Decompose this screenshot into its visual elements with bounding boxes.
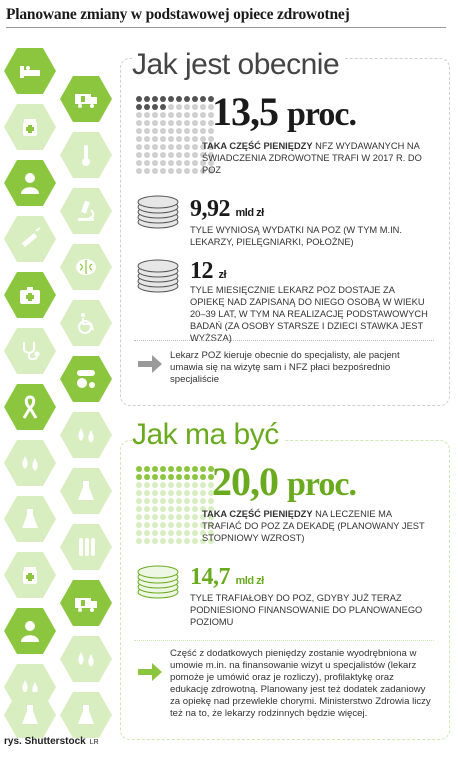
percent-dot xyxy=(200,128,206,134)
percent-dot xyxy=(136,514,142,520)
percent-dot xyxy=(152,538,158,544)
percent-dot xyxy=(160,120,166,126)
percent-dot xyxy=(192,490,198,496)
percent-dot xyxy=(192,474,198,480)
percent-dot xyxy=(192,96,198,102)
future-heading: Jak ma być xyxy=(132,418,285,452)
percent-dot xyxy=(152,514,158,520)
percent-dot xyxy=(168,466,174,472)
current-rate-unit: zł xyxy=(218,269,227,281)
percent-dot xyxy=(152,160,158,166)
percent-dot xyxy=(152,112,158,118)
percent-dot xyxy=(192,530,198,536)
percent-dot xyxy=(152,466,158,472)
percent-dot xyxy=(176,136,182,142)
future-spending-unit: mld zł xyxy=(235,575,264,587)
doctor-icon xyxy=(4,160,56,206)
percent-dot xyxy=(184,514,190,520)
percent-dot xyxy=(152,522,158,528)
future-percent-desc xyxy=(202,508,430,544)
current-percent-desc-bold: TAKA CZĘŚĆ PIENIĘDZY xyxy=(202,141,313,151)
percent-dot xyxy=(168,128,174,134)
percent-dot xyxy=(136,522,142,528)
percent-dot xyxy=(160,160,166,166)
future-spending-number: 14,7 xyxy=(190,564,230,590)
percent-dot xyxy=(144,128,150,134)
arrow-right-icon xyxy=(136,352,164,376)
percent-dot xyxy=(136,466,142,472)
percent-dot xyxy=(144,104,150,110)
current-percent-desc xyxy=(202,140,430,176)
future-note: Część z dodatkowych pieniędzy zostanie wyodrębniona w umowie m.in. na finansowanie wizyt u specjalistów (lekarz pomoże je umówić oraz je rozliczy), profilaktykę oraz edukację zdrowotną. Planowany jest też dodatek zadaniowy za opiekę nad przewlekle chorymi. Ministerstwo Zdrowia liczy też na to, że lekarzy rodzinnych będzie więcej. xyxy=(170,648,431,719)
current-rate-desc: TYLE MIESIĘCZNIE LEKARZ POZ DOSTAJE ZA OPIEKĘ NAD ZAPISANĄ DO NIEGO OSOBĄ W WIEKU 20–39 LAT, W TYM NA REALIZACJĘ PODSTAWOWYCH BADAŃ (ZA OSOBY STARSZE I DZIECI STAWKA JEST WYŻSZA) xyxy=(190,285,428,343)
percent-dot xyxy=(184,474,190,480)
percent-dot xyxy=(160,144,166,150)
percent-dot xyxy=(192,160,198,166)
percent-dot xyxy=(184,482,190,488)
percent-dot xyxy=(136,120,142,126)
percent-dot xyxy=(192,506,198,512)
percent-dot xyxy=(160,128,166,134)
percent-dot xyxy=(176,506,182,512)
percent-dot xyxy=(136,96,142,102)
percent-dot xyxy=(176,168,182,174)
percent-dot xyxy=(144,96,150,102)
percent-dot xyxy=(160,514,166,520)
percent-dot xyxy=(152,128,158,134)
percent-dot xyxy=(168,120,174,126)
percent-dot xyxy=(168,530,174,536)
percent-dot xyxy=(136,482,142,488)
percent-dot xyxy=(152,136,158,142)
percent-dot xyxy=(176,120,182,126)
percent-dot xyxy=(192,128,198,134)
percent-dot xyxy=(160,112,166,118)
syringe-icon xyxy=(4,216,56,262)
percent-dot xyxy=(160,474,166,480)
percent-dot xyxy=(160,490,166,496)
percent-dot xyxy=(192,514,198,520)
percent-dot xyxy=(152,474,158,480)
percent-dot xyxy=(136,490,142,496)
percent-dot xyxy=(200,104,206,110)
percent-dot xyxy=(176,128,182,134)
doctor-icon xyxy=(4,608,56,654)
percent-dot xyxy=(168,506,174,512)
title-divider xyxy=(6,27,446,28)
percent-dot xyxy=(168,96,174,102)
percent-dot xyxy=(168,104,174,110)
current-heading: Jak jest obecnie xyxy=(132,48,345,82)
percent-dot xyxy=(144,474,150,480)
percent-dot xyxy=(192,538,198,544)
percent-dot xyxy=(152,144,158,150)
percent-dot xyxy=(152,498,158,504)
percent-dot xyxy=(152,482,158,488)
percent-dot xyxy=(184,112,190,118)
percent-dot xyxy=(168,112,174,118)
brain-icon xyxy=(60,244,112,290)
percent-dot xyxy=(160,168,166,174)
drops-icon xyxy=(60,412,112,458)
flask-icon xyxy=(60,692,112,738)
percent-dot xyxy=(176,522,182,528)
percent-dot xyxy=(200,474,206,480)
thermo-icon xyxy=(60,132,112,178)
current-divider xyxy=(134,340,434,341)
percent-dot xyxy=(160,104,166,110)
stetho-icon xyxy=(4,328,56,374)
percent-dot xyxy=(168,160,174,166)
jar-icon xyxy=(4,552,56,598)
percent-dot xyxy=(176,144,182,150)
percent-dot xyxy=(144,538,150,544)
percent-dot xyxy=(144,120,150,126)
jar-icon xyxy=(4,104,56,150)
percent-dot xyxy=(136,104,142,110)
coins-stack-icon xyxy=(134,562,182,600)
percent-dot xyxy=(136,474,142,480)
percent-dot xyxy=(160,498,166,504)
flask-icon xyxy=(60,468,112,514)
current-percent-number: 13,5 xyxy=(212,89,278,134)
percent-dot xyxy=(200,112,206,118)
percent-dot xyxy=(184,120,190,126)
percent-dot xyxy=(136,160,142,166)
coins-stack-icon xyxy=(134,192,182,230)
percent-dot xyxy=(176,152,182,158)
percent-dot xyxy=(168,522,174,528)
drops-icon xyxy=(60,636,112,682)
percent-dot xyxy=(168,498,174,504)
percent-dot xyxy=(144,506,150,512)
percent-dot xyxy=(136,538,142,544)
percent-dot xyxy=(176,482,182,488)
percent-dot xyxy=(176,530,182,536)
percent-dot xyxy=(168,136,174,142)
percent-dot xyxy=(176,112,182,118)
percent-dot xyxy=(152,490,158,496)
current-spending-desc: TYLE WYNIOSĄ WYDATKI NA POZ (W TYM M.IN. LEKARZY, PIELĘGNIARKI, POŁOŻNE) xyxy=(190,225,402,247)
percent-dot xyxy=(136,152,142,158)
future-percent-unit: proc. xyxy=(287,466,356,503)
percent-dot xyxy=(144,152,150,158)
credit-initials: LR xyxy=(89,739,99,746)
percent-dot xyxy=(184,490,190,496)
percent-dot xyxy=(144,144,150,150)
percent-dot xyxy=(184,498,190,504)
percent-dot xyxy=(184,144,190,150)
percent-dot xyxy=(144,112,150,118)
percent-dot xyxy=(200,96,206,102)
percent-dot xyxy=(192,482,198,488)
percent-dot xyxy=(144,514,150,520)
future-percent-desc-bold: TAKA CZĘŚĆ PIENIĘDZY xyxy=(202,509,313,519)
current-note: Lekarz POZ kieruje obecnie do specjalisty, ale pacjent umawia się na wizytę sam i NFZ płaci bezpośrednio specjaliście xyxy=(170,350,400,385)
percent-dot xyxy=(176,160,182,166)
current-spending-number: 9,92 xyxy=(190,196,230,222)
percent-dot xyxy=(200,490,206,496)
percent-dot xyxy=(168,144,174,150)
percent-dot xyxy=(200,466,206,472)
wheel-icon xyxy=(60,300,112,346)
percent-dot xyxy=(192,498,198,504)
percent-dot xyxy=(184,152,190,158)
percent-dot xyxy=(168,168,174,174)
percent-dot xyxy=(160,530,166,536)
ambulance-icon xyxy=(60,580,112,626)
percent-dot xyxy=(144,530,150,536)
image-credit xyxy=(4,736,99,747)
drops-icon xyxy=(4,440,56,486)
percent-dot xyxy=(144,522,150,528)
percent-dot xyxy=(152,104,158,110)
current-percent-desc-rest: NFZ WYDAWANYCH NA ŚWIADCZENIA ZDROWOTNE TRAFI W 2017 R. DO POZ xyxy=(202,141,422,175)
bed-icon xyxy=(4,48,56,94)
percent-dot xyxy=(144,136,150,142)
percent-dot xyxy=(176,96,182,102)
percent-dot xyxy=(184,136,190,142)
percent-dot xyxy=(168,538,174,544)
percent-dot xyxy=(136,498,142,504)
future-spending-value xyxy=(190,564,264,591)
percent-dot xyxy=(160,482,166,488)
percent-dot xyxy=(192,136,198,142)
ribbon-icon xyxy=(4,384,56,430)
credit-text: rys. Shutterstock xyxy=(4,736,86,747)
percent-dot xyxy=(168,514,174,520)
percent-dot xyxy=(168,474,174,480)
future-percent-number: 20,0 xyxy=(212,459,278,504)
percent-dot xyxy=(176,490,182,496)
percent-dot xyxy=(176,498,182,504)
current-rate-number: 12 xyxy=(190,258,213,284)
current-percent-value xyxy=(212,88,356,135)
percent-dot xyxy=(160,522,166,528)
percent-dot xyxy=(136,112,142,118)
percent-dot xyxy=(192,112,198,118)
percent-dot xyxy=(136,136,142,142)
percent-dot xyxy=(176,538,182,544)
percent-dot xyxy=(136,168,142,174)
percent-dot xyxy=(136,144,142,150)
percent-dot xyxy=(184,104,190,110)
percent-dot xyxy=(160,152,166,158)
future-percent-value xyxy=(212,458,356,505)
arrow-right-icon xyxy=(136,660,164,684)
percent-dot xyxy=(160,538,166,544)
microscope-icon xyxy=(60,188,112,234)
kit-icon xyxy=(4,272,56,318)
percent-dot xyxy=(152,152,158,158)
future-divider xyxy=(134,640,434,641)
percent-dot xyxy=(144,160,150,166)
percent-dot xyxy=(168,490,174,496)
percent-dot xyxy=(168,482,174,488)
percent-dot xyxy=(176,104,182,110)
percent-dot xyxy=(176,514,182,520)
percent-dot xyxy=(152,120,158,126)
percent-dot xyxy=(152,168,158,174)
current-spending-unit: mld zł xyxy=(235,207,264,219)
percent-dot xyxy=(160,506,166,512)
percent-dot xyxy=(152,506,158,512)
percent-dot xyxy=(184,128,190,134)
future-percent-desc-rest: NA LECZENIE MA TRAFIAĆ DO POZ ZA DEKADĘ (PLANOWANY JEST STOPNIOWY WZROST) xyxy=(202,509,425,543)
percent-dot xyxy=(136,530,142,536)
current-percent-unit: proc. xyxy=(287,96,356,133)
percent-dot xyxy=(144,490,150,496)
percent-dot xyxy=(184,160,190,166)
percent-dot xyxy=(184,538,190,544)
ambulance-icon xyxy=(60,76,112,122)
percent-dot xyxy=(144,466,150,472)
percent-dot xyxy=(144,168,150,174)
percent-dot xyxy=(152,96,158,102)
percent-dot xyxy=(192,120,198,126)
tubes-icon xyxy=(60,524,112,570)
percent-dot xyxy=(176,466,182,472)
percent-dot xyxy=(192,152,198,158)
percent-dot xyxy=(152,530,158,536)
percent-dot xyxy=(200,120,206,126)
percent-dot xyxy=(200,482,206,488)
percent-dot xyxy=(192,466,198,472)
percent-dot xyxy=(136,128,142,134)
percent-dot xyxy=(160,96,166,102)
flask-icon xyxy=(4,496,56,542)
current-spending-value xyxy=(190,196,264,223)
percent-dot xyxy=(184,466,190,472)
pills-icon xyxy=(60,356,112,402)
percent-dot xyxy=(176,474,182,480)
percent-dot xyxy=(184,168,190,174)
percent-dot xyxy=(160,136,166,142)
percent-dot xyxy=(184,522,190,528)
percent-dot xyxy=(160,466,166,472)
percent-dot xyxy=(192,168,198,174)
coins-stack-icon xyxy=(134,256,182,294)
page-title: Planowane zmiany w podstawowej opiece zdrowotnej xyxy=(6,6,350,23)
percent-dot xyxy=(192,104,198,110)
percent-dot xyxy=(144,482,150,488)
percent-dot xyxy=(184,506,190,512)
percent-dot xyxy=(192,522,198,528)
percent-dot xyxy=(168,152,174,158)
percent-dot xyxy=(144,498,150,504)
future-spending-desc: TYLE TRAFIAŁOBY DO POZ, GDYBY JUŻ TERAZ PODNIESIONO FINANSOWANIE DO PLANOWANEGO POZIOMU xyxy=(190,593,423,627)
percent-dot xyxy=(184,530,190,536)
current-rate-value xyxy=(190,258,226,285)
percent-dot xyxy=(184,96,190,102)
percent-dot xyxy=(192,144,198,150)
percent-dot xyxy=(136,506,142,512)
percent-dot xyxy=(200,498,206,504)
